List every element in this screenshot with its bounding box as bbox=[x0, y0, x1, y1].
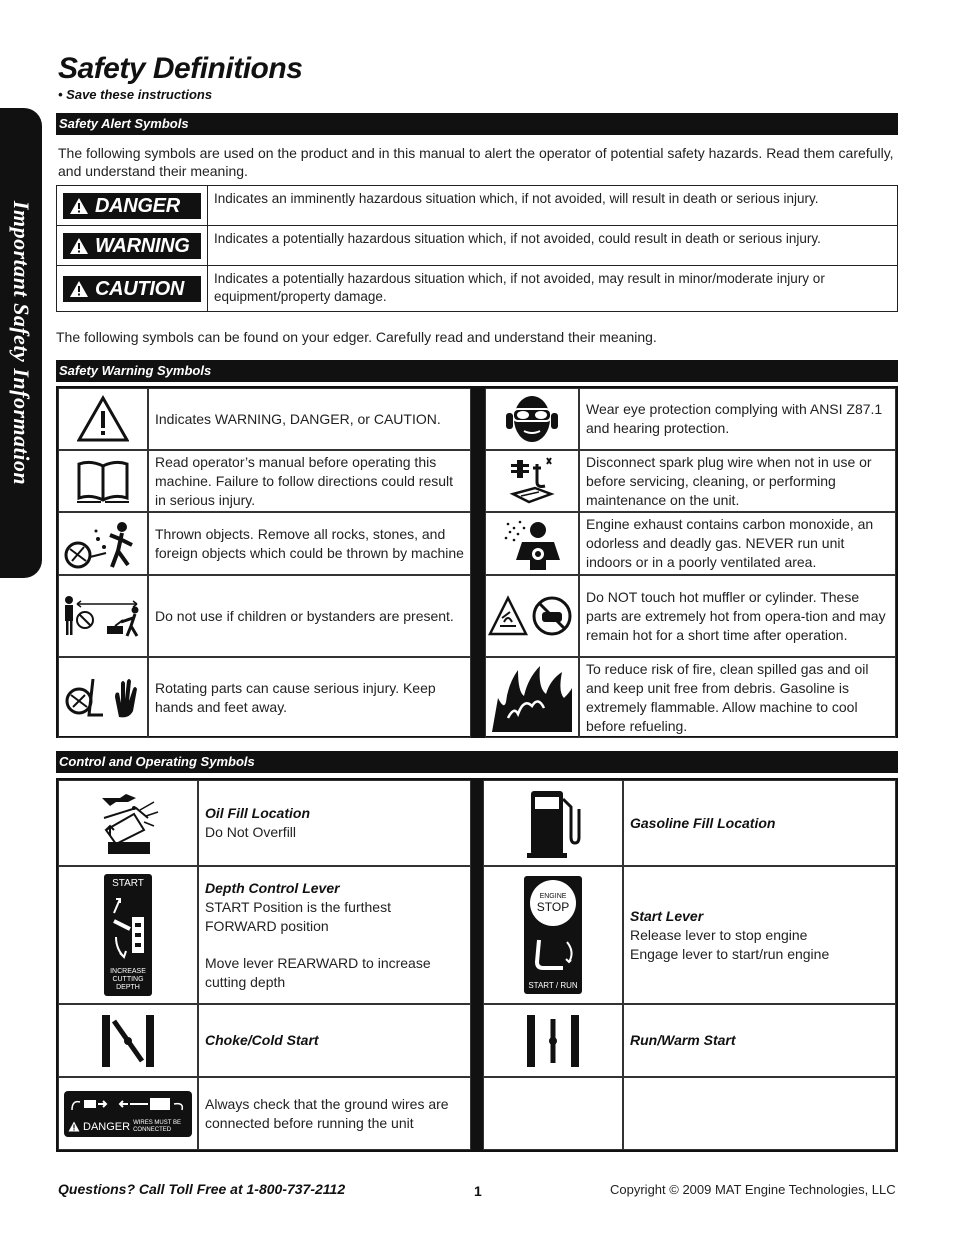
empty-cell bbox=[483, 1077, 623, 1150]
fire-text: To reduce risk of fire, clean spilled gas and oil and keep unit free from debris. Gasoline is extremely flammable. Allow machine to cool before refueling. bbox=[579, 657, 896, 738]
fire-cell bbox=[485, 657, 579, 738]
hot-surface-cell bbox=[485, 575, 579, 657]
oil-fill-note: Do Not Overfill bbox=[205, 824, 297, 840]
section-header-warning: Safety Warning Symbols bbox=[56, 360, 898, 382]
safety-warning-grid bbox=[56, 386, 898, 738]
gas-fill-cell bbox=[483, 780, 623, 866]
gas-fill-text-cell bbox=[623, 780, 896, 866]
rotating-parts-text: Rotating parts can cause serious injury. Keep hands and feet away. bbox=[148, 657, 471, 738]
ground-wire-cell bbox=[58, 1077, 198, 1150]
wire-connector-icon bbox=[68, 1094, 188, 1114]
run-text-cell bbox=[623, 1004, 896, 1077]
alert-triangle-icon bbox=[68, 1121, 80, 1132]
start-lever-cell bbox=[483, 866, 623, 1004]
alert-warning-text: Indicates a potentially hazardous situation which, if not avoided, could result in death or serious injury. bbox=[208, 226, 898, 266]
fire-icon bbox=[490, 662, 574, 734]
spark-plug-cell bbox=[485, 450, 579, 512]
choke-text-cell bbox=[198, 1004, 471, 1077]
depth-lever-title: Depth Control Lever bbox=[205, 879, 340, 896]
thrown-objects-icon bbox=[62, 517, 144, 571]
alert-definitions-table bbox=[56, 185, 898, 312]
engine-stop-badge: ENGINE STOP bbox=[530, 880, 576, 926]
choke-cell bbox=[58, 1004, 198, 1077]
edger-intro: The following symbols can be found on your edger. Carefully read and understand their meaning. bbox=[56, 329, 657, 345]
oil-can-icon bbox=[96, 788, 160, 858]
exhaust-icon bbox=[502, 516, 562, 572]
caution-signal: CAUTION bbox=[63, 276, 201, 302]
run-title: Run/Warm Start bbox=[630, 1032, 736, 1048]
run-cell bbox=[483, 1004, 623, 1077]
exhaust-cell bbox=[485, 512, 579, 575]
hot-surface-text: Do NOT touch hot muffler or cylinder. These parts are extremely hot from opera-tion and may remain hot for a short time after operation. bbox=[579, 575, 896, 657]
alert-danger-text: Indicates an imminently hazardous situation which, if not avoided, will result in death or serious injury. bbox=[208, 186, 898, 226]
empty-cell bbox=[623, 1077, 896, 1150]
bystanders-cell bbox=[58, 575, 148, 657]
depth-lever-cell bbox=[58, 866, 198, 1004]
alert-triangle-icon bbox=[69, 280, 89, 298]
alert-triangle-icon bbox=[77, 395, 129, 443]
alert-row-danger bbox=[57, 186, 898, 226]
start-lever-icon bbox=[529, 936, 577, 972]
side-tab bbox=[0, 108, 42, 578]
operator-manual-icon bbox=[75, 458, 131, 504]
eye-protection-cell bbox=[485, 388, 579, 450]
footer-phone: Questions? Call Toll Free at 1-800-737-2112 bbox=[58, 1181, 346, 1197]
alert-triangle-icon bbox=[69, 197, 89, 215]
gas-fill-title: Gasoline Fill Location bbox=[630, 814, 776, 831]
alert-caution-text: Indicates a potentially hazardous situation which, if not avoided, may result in minor/moderate injury or equipment/property damage. bbox=[208, 266, 898, 312]
eye-ear-protection-icon bbox=[504, 393, 560, 445]
bystanders-text: Do not use if children or bystanders are present. bbox=[148, 575, 471, 657]
warning-symbol-cell bbox=[58, 388, 148, 450]
manual-symbol-cell bbox=[58, 450, 148, 512]
alert-intro: The following symbols are used on the product and in this manual to alert the operator of potential safety hazards. Read them carefully, and understand their meaning. bbox=[58, 145, 894, 179]
eye-protection-text: Wear eye protection complying with ANSI Z87.1 and hearing protection. bbox=[579, 388, 896, 450]
rotating-parts-icon bbox=[63, 675, 143, 721]
manual-text-cell: Read operator’s manual before operating this machine. Failure to follow directions could result in serious injury. bbox=[148, 450, 471, 512]
oil-fill-cell bbox=[58, 780, 198, 866]
alert-triangle-icon bbox=[69, 237, 89, 255]
alert-row-warning bbox=[57, 226, 898, 266]
section-header-control: Control and Operating Symbols bbox=[56, 751, 898, 773]
ground-wire-decal: DANGER WIRES MUST BE CONNECTED bbox=[64, 1091, 192, 1137]
exhaust-text: Engine exhaust contains carbon monoxide, an odorless and deadly gas. NEVER run unit indoors or in a poorly ventilated area. bbox=[579, 512, 896, 575]
oil-fill-title: Oil Fill Location bbox=[205, 805, 310, 821]
grid-divider bbox=[471, 388, 485, 738]
section-header-alert: Safety Alert Symbols bbox=[56, 113, 898, 135]
warning-signal: WARNING bbox=[63, 233, 201, 259]
run-icon bbox=[525, 1013, 581, 1069]
ground-wire-text: Always check that the ground wires are connected before running the unit bbox=[198, 1077, 471, 1150]
thrown-objects-cell bbox=[58, 512, 148, 575]
depth-lever-decal: START INCREASE CUTTING DEPTH bbox=[104, 874, 152, 996]
depth-lever-line2: Move lever REARWARD to increase cutting depth bbox=[205, 954, 431, 990]
spark-plug-text: Disconnect spark plug wire when not in use or before servicing, cleaning, or performing maintenance on the unit. bbox=[579, 450, 896, 512]
start-lever-text-cell bbox=[623, 866, 896, 1004]
start-lever-line1: Release lever to stop engine bbox=[630, 926, 808, 943]
choke-icon bbox=[100, 1013, 156, 1069]
footer-copyright: Copyright © 2009 MAT Engine Technologies, LLC bbox=[610, 1182, 896, 1197]
start-lever-title: Start Lever bbox=[630, 907, 704, 924]
page-number: 1 bbox=[474, 1183, 482, 1199]
grid-divider bbox=[471, 780, 483, 1150]
spark-plug-icon bbox=[507, 454, 557, 508]
danger-signal: DANGER bbox=[63, 193, 201, 219]
depth-lever-line1: START Position is the furthest FORWARD position bbox=[205, 898, 391, 934]
oil-fill-text-cell bbox=[198, 780, 471, 866]
page-title: Safety Definitions bbox=[58, 52, 303, 85]
warning-text-cell: Indicates WARNING, DANGER, or CAUTION. bbox=[148, 388, 471, 450]
rotating-parts-cell bbox=[58, 657, 148, 738]
side-tab-label: Important Safety Information bbox=[9, 200, 34, 486]
start-lever-line2: Engage lever to start/run engine bbox=[630, 945, 830, 962]
thrown-objects-text: Thrown objects. Remove all rocks, stones, and foreign objects which could be thrown by machine bbox=[148, 512, 471, 575]
bystanders-icon bbox=[61, 594, 145, 638]
choke-title: Choke/Cold Start bbox=[205, 1032, 319, 1048]
fuel-pump-icon bbox=[525, 787, 581, 859]
page-subtitle: • Save these instructions bbox=[58, 87, 213, 102]
depth-lever-icon bbox=[108, 893, 148, 965]
depth-lever-text-cell bbox=[198, 866, 471, 1004]
alert-row-caution bbox=[57, 266, 898, 312]
start-lever-decal: ENGINE STOP START / RUN bbox=[524, 876, 582, 994]
hot-surface-icon bbox=[488, 594, 576, 638]
control-symbols-grid bbox=[56, 778, 898, 1152]
